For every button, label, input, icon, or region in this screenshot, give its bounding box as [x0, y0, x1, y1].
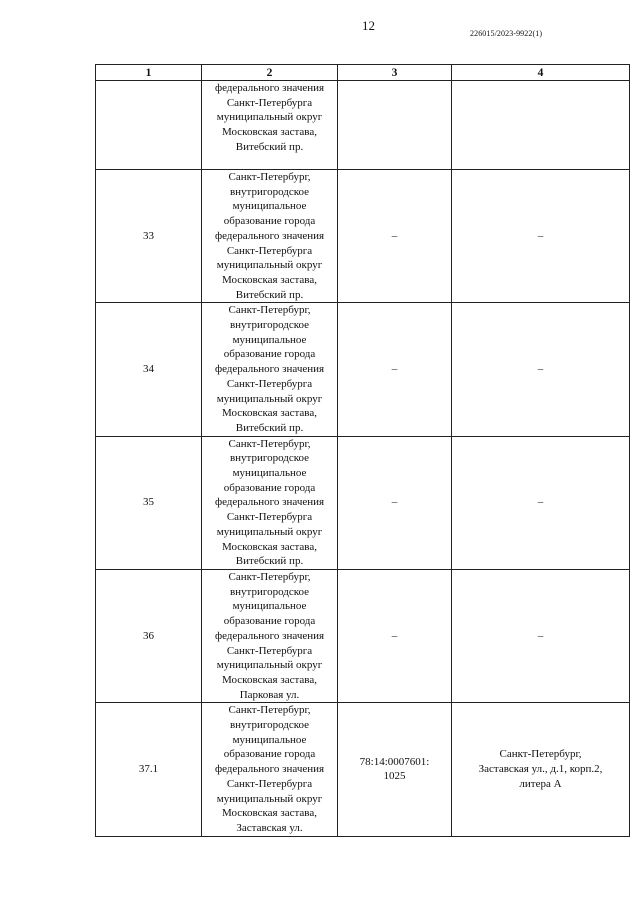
location-line: муниципальное	[232, 333, 307, 346]
location-line: Санкт-Петербурга	[226, 244, 313, 257]
location-line: муниципальный округ	[216, 525, 323, 538]
location-line: образование города	[223, 615, 316, 628]
location-line: муниципальное	[232, 200, 307, 213]
location-line: Парковая ул.	[239, 688, 300, 701]
location-line: Московская застава,	[222, 126, 317, 139]
location-line: муниципальный округ	[216, 659, 323, 672]
location-line: Витебский пр.	[235, 288, 304, 301]
cell-address	[452, 81, 630, 170]
location-line: внутригородское	[229, 319, 310, 332]
column-header-4: 4	[452, 65, 630, 81]
cell-num: 33	[96, 170, 202, 303]
location-line: Санкт-Петербург,	[228, 570, 311, 583]
cell-location	[202, 436, 338, 569]
location-line: образование города	[223, 481, 316, 494]
location-line: Санкт-Петербурга	[226, 377, 313, 390]
table-row	[96, 569, 630, 702]
location-line: внутригородское	[229, 585, 310, 598]
location-line: муниципальный округ	[216, 111, 323, 124]
column-header-1: 1	[96, 65, 202, 81]
cell-location	[202, 170, 338, 303]
cadastral-line: 78:14:0007601:	[359, 755, 430, 768]
cell-cadastral: –	[338, 303, 452, 436]
location-line: муниципальный округ	[216, 259, 323, 272]
location-line: муниципальный округ	[216, 792, 323, 805]
cell-num: 37.1	[96, 703, 202, 836]
location-line: федерального значения	[214, 82, 325, 94]
column-header-2: 2	[202, 65, 338, 81]
location-line: внутригородское	[229, 452, 310, 465]
cell-cadastral	[338, 81, 452, 170]
column-header-3: 3	[338, 65, 452, 81]
cell-cadastral: –	[338, 170, 452, 303]
location-line: образование города	[223, 215, 316, 228]
cell-location	[202, 81, 338, 170]
location-line: муниципальное	[232, 733, 307, 746]
location-line: муниципальное	[232, 467, 307, 480]
page-number: 12	[362, 18, 375, 33]
cell-address: –	[452, 436, 630, 569]
location-line: Санкт-Петербург,	[228, 171, 311, 183]
cell-location	[202, 703, 338, 836]
cell-location	[202, 303, 338, 436]
location-line: федерального значения	[214, 629, 325, 642]
document-code: 226015/2023-9922(1)	[470, 29, 543, 38]
location-line: Московская застава,	[222, 540, 317, 553]
location-line: федерального значения	[214, 229, 325, 242]
location-line: муниципальный округ	[216, 392, 323, 405]
location-line: образование города	[223, 348, 316, 361]
table-row-continued	[96, 81, 630, 170]
cell-address: –	[452, 170, 630, 303]
cell-cadastral: –	[338, 436, 452, 569]
location-line: Московская застава,	[222, 407, 317, 420]
cell-num: 34	[96, 303, 202, 436]
cadastral-line: 1025	[383, 770, 406, 783]
location-line: Санкт-Петербург,	[228, 437, 311, 450]
table-row	[96, 703, 630, 836]
location-line: Санкт-Петербург,	[228, 704, 311, 717]
location-line: Витебский пр.	[235, 140, 304, 153]
location-line: образование города	[223, 748, 316, 761]
location-line: федерального значения	[214, 363, 325, 376]
address-line: Санкт-Петербург,	[499, 748, 582, 761]
location-line: внутригородское	[229, 185, 310, 198]
table-row	[96, 436, 630, 569]
location-line: федерального значения	[214, 763, 325, 776]
cell-num	[96, 81, 202, 170]
address-line: литера А	[519, 777, 562, 790]
location-line: Заставская ул.	[236, 821, 303, 834]
location-line: федерального значения	[214, 496, 325, 509]
cell-cadastral	[338, 703, 452, 836]
location-line: Санкт-Петербурга	[226, 511, 313, 524]
location-line: Санкт-Петербурга	[226, 96, 313, 109]
cell-address: –	[452, 303, 630, 436]
cell-num: 35	[96, 436, 202, 569]
cell-address: –	[452, 569, 630, 702]
cell-location	[202, 569, 338, 702]
register-table	[95, 64, 630, 837]
cell-address	[452, 703, 630, 836]
location-line: Московская застава,	[222, 273, 317, 286]
location-line: Витебский пр.	[235, 555, 304, 568]
location-line: муниципальное	[232, 600, 307, 613]
location-line: Московская застава,	[222, 807, 317, 820]
location-line: внутригородское	[229, 719, 310, 732]
cell-cadastral: –	[338, 569, 452, 702]
table-row	[96, 170, 630, 303]
table-row	[96, 303, 630, 436]
location-line: Санкт-Петербург,	[228, 304, 311, 317]
address-line: Заставская ул., д.1, корп.2,	[478, 763, 603, 776]
location-line: Санкт-Петербурга	[226, 644, 313, 657]
table-header-row	[96, 65, 630, 81]
cell-num: 36	[96, 569, 202, 702]
location-line: Витебский пр.	[235, 421, 304, 434]
location-line: Санкт-Петербурга	[226, 777, 313, 790]
location-line: Московская застава,	[222, 673, 317, 686]
